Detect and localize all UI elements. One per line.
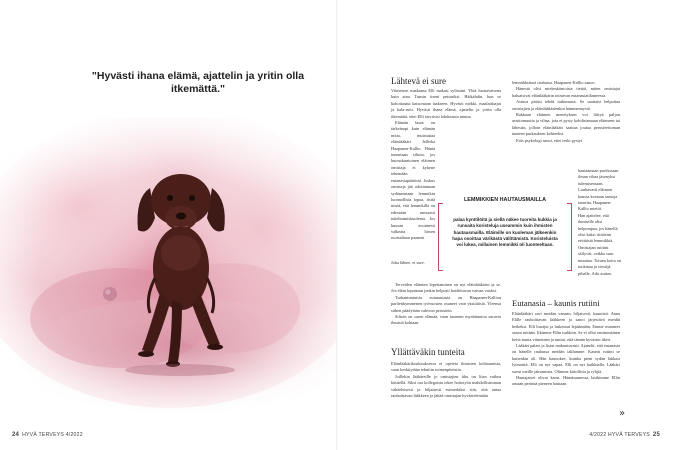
body-column-1-continued bbox=[391, 282, 501, 327]
ball bbox=[103, 287, 117, 301]
paragraph: Rakkaan eläimen menetyksen voi liittyä paljon avuttomuutta ja vihaa, jota ei pysty kohdistamaan eläimeen tai lähestin, jolloin eläinlääkäri saattaa joutua perusteettoman tunteen purkauksen kohteeksi. bbox=[512, 112, 620, 137]
paragraph: lemmikkiänsä rauhassa. Haapanen-Kallio sanoo. bbox=[512, 80, 596, 85]
heading-yllattavia: Yllättäväkin tunteita bbox=[391, 347, 465, 357]
narrow-column-left bbox=[391, 260, 435, 266]
continue-arrow-icon: » bbox=[619, 408, 626, 419]
box-bracket-left bbox=[438, 203, 443, 271]
paragraph: hautaamaan purihosaan ilman vihaa jäsenyksi tulemisensaan. Luultavasti eläimen kanssa koetaan samoja tunteita, Haapanen-Kallio miettii. bbox=[578, 168, 619, 212]
gutter bbox=[336, 0, 338, 450]
paragraph: Eläinlääkärikoulutuksessa ei opeteta ihmisten kohtaamista, vaan keskitytään tekniiin toimenpiteisiin. bbox=[391, 361, 501, 373]
pullout-box bbox=[438, 197, 572, 275]
paragraph: Eläinlääkäri oori meidän vanaan, hiljaisesti, kauniisti. Anna Elille rauhoittavan lääkkeen ja sanoi järjestävä meidät hetkeksi. Elli huotjui ja laskeutui lepäämään. Emme osanneet sanoa mitään. Itkimme Ellin turkkiin. Se ei ollut ensimmäinen kerta mutta viimeinen ja tuntui, että tämän hyvästin itkeä. bbox=[512, 311, 620, 342]
box-bracket-right bbox=[567, 203, 572, 271]
heading-eutanasia: Eutanasia – kaunis rutiini bbox=[512, 298, 600, 308]
box-body: palaa kynttilöitä ja siellä näkee tuoreita kukkia ja runsaita koristeluja useammin kuin ihmisten hautausmailla. Eläimille on kuoleman jälkeenkin hapa osoittaa värikästä välittämistä. Koristeluista voi lukea, millainen lemmikki oli luonteeltaan. bbox=[452, 217, 558, 248]
body-column-eutanasia bbox=[512, 311, 620, 388]
folio-right: 4/2022 HYVÄ TERVEYS 25 bbox=[589, 432, 660, 438]
paragraph: Hänestä olisi mielenkiintoista tietää, miten omistajat haluaisivat eläinlääkärin toimivan eutanasiatilanteessa. bbox=[512, 86, 620, 98]
heading-lahteva: Lähtevä ei sure bbox=[391, 76, 446, 86]
paragraph: Viimeisen matkansa Elli makasi sylissäni. Yhtä luottavaisena kuin aina. Tunsin itseni petturiksi. Häikähdin, kun se kohottautui katsomaan taakseen. Hyvästi mökki, maalaishajut ja kala-astit. Hyvästi ihana elämä, ajattelin ja yritin olla itkemättä, ettei Elli tarvitsisi lohdutusta minua. bbox=[391, 88, 501, 119]
narrow-column-right bbox=[578, 168, 622, 277]
paragraph: Elämän lauta on tärkeämpi kuin elämän mitta, muistuttaa eläinlääkäri Jelliska Haapanen-Kallio. Häntä tunnetaan siltoin, jos huonokuntoinen eläimen omistaja ei kykene tekemään eutanasiapäätöstä. Joskus omistaja jää odottamaan sydämentaan lemmikin luonnollista lopua, itsitä mistä, että lemmikillä on edessään runsaasti tukehtumiskuolema. Jos huusan avoimesti valkeata hirsen ruotsaltaan paaneni bbox=[391, 120, 435, 241]
folio-left: 24 HYVÄ TERVEYS 4/2022 bbox=[12, 432, 83, 438]
pull-quote: "Hyvästi ihana elämä, ajattelin ja yritin olla itkemättä." bbox=[91, 70, 305, 95]
dog-running-photo bbox=[0, 118, 336, 418]
body-column-2 bbox=[512, 80, 620, 144]
paragraph: Astuva pitäisi tehdä tutkimusta. Se saattaisi helpottaa omistajien ja eläinlääkärienkin hämmennystä. bbox=[512, 99, 620, 111]
box-title: LEMMIKKIEN HAUTAUSMAILLA bbox=[464, 197, 546, 203]
body-column-yllattavia bbox=[391, 361, 501, 399]
paragraph: Terveiden eläinten lopettaminen on nyt eläinlääkärin ja se. Jos eläin loputtaan jonkin helposti hoidettavan vaivan vuoksi. bbox=[391, 282, 501, 294]
paragraph: Omistajan ruttinit säilyvät, vaikka suru muuttaa. Totuen koira on tuokinaa ja viestijä pihalle. Arki auttaa. bbox=[578, 244, 622, 276]
paragraph: Siltoin on suren elämää, vaan tuonnen myötätuntoa suruvia ihmisiä kohtaan. bbox=[391, 314, 501, 326]
paragraph: Hän ajattelee, että ihmiselle olisi helpompaa, jos hänellä olisi kaksi riittävän erittäistä lemmikkiä. bbox=[578, 212, 618, 244]
paragraph: Joka lähtee, ei sure. bbox=[391, 260, 425, 265]
paragraph: Turhantuntuista eutanasiasta on Haapanen-Kallion parilenkymmenen työvuosien osuneet vain yksittäisiä. Yleensä siihen päädytään vahvoin perustein. bbox=[391, 294, 501, 313]
paragraph: Lääkäri palasi ja lisäsi makuutuvasti. Ajanelit, että eutanasia on hänelle rauhassa meidän taklamme: Kaunis ruttini se kuitenkin oli. Hän kaunokee, kuinka pieni sydän lakkasi lyömästä. Elli on nyt vapaa. Elli on nyt kaikkialla. Lääkäri suvui meille jaksamista. Olimme kiitollisia ja ryhjiä. bbox=[512, 343, 620, 374]
paragraph: Hautajaiset olivat karut. Hämäsaunessa lasikimme Ellin omaan perinnä pieneen hautaan. bbox=[512, 375, 620, 387]
paragraph: Eräs psykologi sanoi, ettei teski pystyt bbox=[516, 137, 583, 143]
paragraph: Joillekin lääkäreille jo omistajien itku on liian vaikea käsitellä. Siksi osa kollegoista tekee hoitotyön mahdollisimman vähäeleisesti ja hiljaisesti esimerkiksi siin, että antaa rauhoittavan lääkkeen ja jättää omistajan hyvästelemään bbox=[391, 373, 501, 399]
